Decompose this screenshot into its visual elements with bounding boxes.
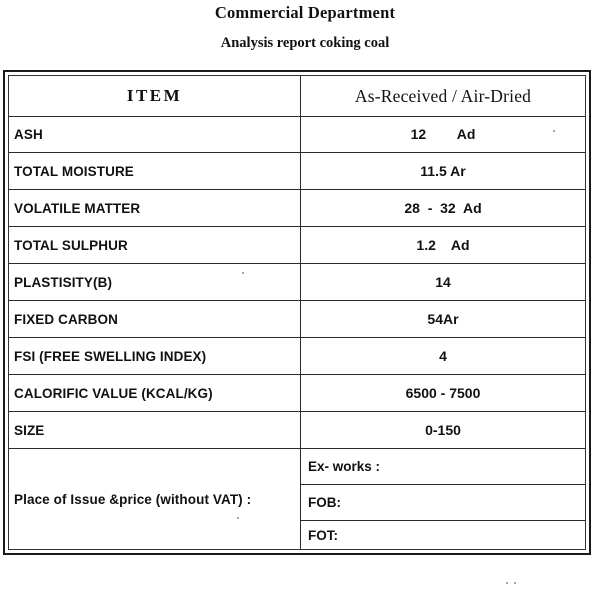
issue-label: Place of Issue &price (without VAT) : bbox=[14, 491, 252, 507]
row-value: 0-150 bbox=[425, 422, 461, 438]
issue-option-label: Ex- works : bbox=[308, 459, 381, 474]
table-row-total-sulphur bbox=[9, 227, 585, 264]
document-title: Commercial Department bbox=[214, 3, 396, 22]
row-label: PLASTISITY(B) bbox=[14, 274, 113, 290]
table-header-row bbox=[9, 76, 585, 117]
row-value: 54Ar bbox=[427, 311, 459, 327]
row-value: 4 bbox=[439, 348, 447, 364]
table-row-ash bbox=[9, 116, 585, 153]
row-value: 1.2 Ad bbox=[416, 237, 470, 253]
table-row-calorific-value bbox=[9, 375, 585, 412]
analysis-table bbox=[3, 70, 591, 555]
header-value-label: As-Received / Air-Dried bbox=[354, 85, 532, 106]
issue-option-label: FOB: bbox=[308, 495, 341, 510]
row-value: 28 - 32 Ad bbox=[404, 200, 482, 216]
row-value: 11.5 Ar bbox=[420, 163, 466, 179]
row-label: CALORIFIC VALUE (KCAL/KG) bbox=[14, 385, 213, 401]
table-row-plastisity bbox=[9, 264, 585, 301]
issue-option-fot bbox=[301, 521, 585, 549]
header-item-label: ITEM bbox=[126, 86, 183, 105]
document-subtitle: Analysis report coking coal bbox=[220, 35, 390, 51]
table-row-total-moisture bbox=[9, 153, 585, 190]
scan-speck bbox=[514, 582, 516, 584]
scan-speck bbox=[242, 272, 244, 274]
table-row-fsi bbox=[9, 338, 585, 375]
scan-speck bbox=[506, 582, 508, 584]
table-row-place-of-issue bbox=[9, 449, 585, 549]
issue-option-label: FOT: bbox=[308, 527, 338, 543]
row-label: VOLATILE MATTER bbox=[14, 200, 141, 216]
row-label: ASH bbox=[14, 126, 43, 142]
table-row-fixed-carbon bbox=[9, 301, 585, 338]
row-label: TOTAL MOISTURE bbox=[14, 163, 134, 179]
scan-speck bbox=[237, 517, 239, 519]
row-value: 14 bbox=[435, 274, 451, 290]
issue-option-ex-works bbox=[301, 449, 585, 485]
row-label: SIZE bbox=[14, 422, 45, 438]
table-inner-frame bbox=[8, 75, 586, 550]
issue-option-fob bbox=[301, 485, 585, 521]
row-label: FIXED CARBON bbox=[14, 311, 118, 327]
row-value: 6500 - 7500 bbox=[405, 385, 481, 401]
table-row-volatile-matter bbox=[9, 190, 585, 227]
scan-speck bbox=[553, 130, 555, 132]
table-row-size bbox=[9, 412, 585, 449]
row-label: TOTAL SULPHUR bbox=[14, 237, 128, 253]
row-label: FSI (FREE SWELLING INDEX) bbox=[14, 348, 207, 364]
row-value: 12 Ad bbox=[410, 126, 476, 142]
